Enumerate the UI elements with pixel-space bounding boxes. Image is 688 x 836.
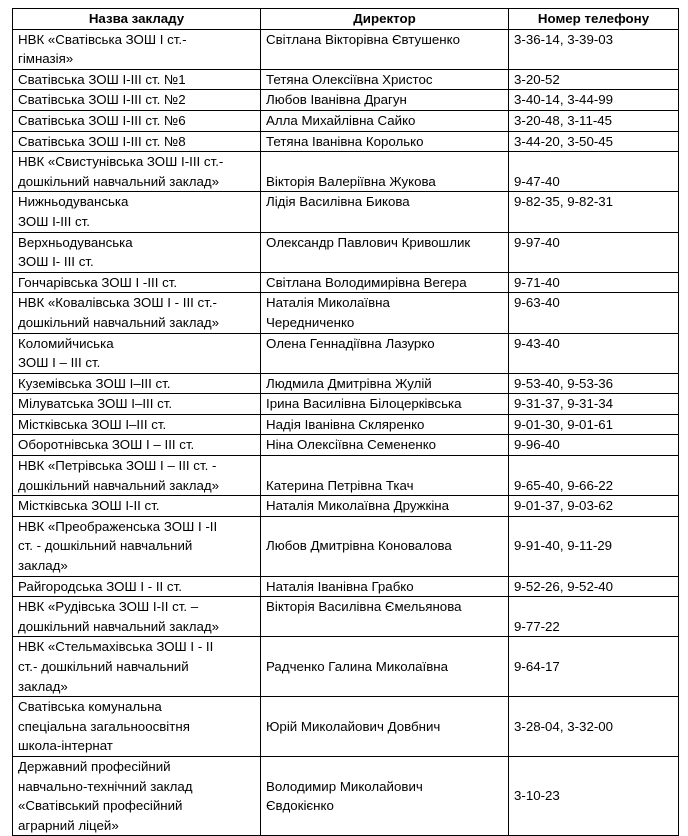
cell-phone: 9-53-40, 9-53-36 — [509, 373, 679, 394]
table-row — [13, 435, 679, 456]
table-header-row — [13, 9, 679, 30]
cell-phone: 9-71-40 — [509, 272, 679, 293]
cell-school-name: Сватівська ЗОШ І-ІІІ ст. №8 — [13, 131, 261, 152]
table-row — [13, 110, 679, 131]
table-row — [13, 131, 679, 152]
cell-phone: 3-36-14, 3-39-03 — [509, 29, 679, 69]
cell-director: Любов Дмитрівна Коновалова — [261, 516, 509, 576]
cell-school-name: Райгородська ЗОШ І - ІІ ст. — [13, 576, 261, 597]
cell-phone: 9-64-17 — [509, 637, 679, 697]
cell-school-name: Коломийчиська ЗОШ І – ІІІ ст. — [13, 333, 261, 373]
cell-director: Надія Іванівна Скляренко — [261, 414, 509, 435]
cell-director: Олена Геннадіївна Лазурко — [261, 333, 509, 373]
cell-director: Радченко Галина Миколаївна — [261, 637, 509, 697]
cell-school-name: НВК «Рудівська ЗОШ І-ІІ ст. – дошкільний навчальний заклад» — [13, 597, 261, 637]
cell-director: Наталія Миколаївна Чередниченко — [261, 293, 509, 333]
cell-school-name: Сватівська ЗОШ І-ІІІ ст. №1 — [13, 69, 261, 90]
table-row — [13, 232, 679, 272]
cell-school-name: Сватівська комунальна спеціальна загальноосвітня школа-інтернат — [13, 697, 261, 757]
cell-director: Ніна Олексіївна Семененко — [261, 435, 509, 456]
cell-phone: 3-20-52 — [509, 69, 679, 90]
cell-school-name: НВК «Петрівська ЗОШ І – ІІІ ст. - дошкільний навчальний заклад» — [13, 456, 261, 496]
cell-director: Алла Михайлівна Сайко — [261, 110, 509, 131]
cell-phone: 9-43-40 — [509, 333, 679, 373]
cell-school-name: Куземівська ЗОШ І–ІІІ ст. — [13, 373, 261, 394]
cell-phone: 9-52-26, 9-52-40 — [509, 576, 679, 597]
cell-phone: 3-44-20, 3-50-45 — [509, 131, 679, 152]
cell-phone: 9-97-40 — [509, 232, 679, 272]
cell-director: Світлана Володимирівна Вегера — [261, 272, 509, 293]
cell-phone: 3-10-23 — [509, 756, 679, 835]
table-row — [13, 69, 679, 90]
cell-school-name: Мілуватська ЗОШ І–ІІІ ст. — [13, 394, 261, 415]
cell-director: Вікторія Валеріївна Жукова — [261, 152, 509, 192]
table-row — [13, 333, 679, 373]
cell-director: Тетяна Іванівна Королько — [261, 131, 509, 152]
cell-school-name: НВК «Ковалівська ЗОШ І - ІІІ ст.- дошкільний навчальний заклад» — [13, 293, 261, 333]
cell-phone: 9-63-40 — [509, 293, 679, 333]
table-row — [13, 576, 679, 597]
cell-school-name: НВК «Стельмахівська ЗОШ І - ІІ ст.- дошкільний навчальний заклад» — [13, 637, 261, 697]
cell-phone: 9-31-37, 9-31-34 — [509, 394, 679, 415]
cell-school-name: Містківська ЗОШ І–ІІІ ст. — [13, 414, 261, 435]
cell-phone: 3-28-04, 3-32-00 — [509, 697, 679, 757]
cell-school-name: Нижньодуванська ЗОШ І-ІІІ ст. — [13, 192, 261, 232]
cell-phone: 9-65-40, 9-66-22 — [509, 456, 679, 496]
table-row — [13, 516, 679, 576]
cell-phone: 9-91-40, 9-11-29 — [509, 516, 679, 576]
cell-phone: 9-77-22 — [509, 597, 679, 637]
table-row — [13, 192, 679, 232]
cell-school-name: НВК «Свистунівська ЗОШ І-ІІІ ст.- дошкільний навчальний заклад» — [13, 152, 261, 192]
table-row — [13, 496, 679, 517]
cell-phone: 9-01-30, 9-01-61 — [509, 414, 679, 435]
cell-director: Любов Іванівна Драгун — [261, 90, 509, 111]
cell-director: Наталія Миколаївна Дружкіна — [261, 496, 509, 517]
table-row — [13, 293, 679, 333]
cell-school-name: Державний професійний навчально-технічний заклад «Сватівський професійний аграрний ліцей» — [13, 756, 261, 835]
cell-school-name: Верхньодуванська ЗОШ І- ІІІ ст. — [13, 232, 261, 272]
cell-school-name: Сватівська ЗОШ І-ІІІ ст. №6 — [13, 110, 261, 131]
cell-phone: 9-01-37, 9-03-62 — [509, 496, 679, 517]
table-row — [13, 394, 679, 415]
cell-school-name: НВК «Преображенська ЗОШ І -ІІ ст. - дошкільний навчальний заклад» — [13, 516, 261, 576]
header-phone: Номер телефону — [509, 9, 679, 30]
table-row — [13, 272, 679, 293]
cell-phone: 9-96-40 — [509, 435, 679, 456]
table-row — [13, 373, 679, 394]
cell-school-name: Оборотнівська ЗОШ І – ІІІ ст. — [13, 435, 261, 456]
cell-director: Світлана Вікторівна Євтушенко — [261, 29, 509, 69]
header-name: Назва закладу — [13, 9, 261, 30]
schools-table — [12, 8, 679, 836]
cell-school-name: НВК «Сватівська ЗОШ І ст.- гімназія» — [13, 29, 261, 69]
cell-school-name: Містківська ЗОШ І-ІІ ст. — [13, 496, 261, 517]
cell-director: Володимир Миколайович Євдокієнко — [261, 756, 509, 835]
cell-director: Юрій Миколайович Довбнич — [261, 697, 509, 757]
cell-director: Олександр Павлович Кривошлик — [261, 232, 509, 272]
cell-director: Наталія Іванівна Грабко — [261, 576, 509, 597]
cell-phone: 9-47-40 — [509, 152, 679, 192]
cell-director: Катерина Петрівна Ткач — [261, 456, 509, 496]
cell-phone: 9-82-35, 9-82-31 — [509, 192, 679, 232]
cell-school-name: Гончарівська ЗОШ І -ІІІ ст. — [13, 272, 261, 293]
cell-school-name: Сватівська ЗОШ І-ІІІ ст. №2 — [13, 90, 261, 111]
cell-director: Лідія Василівна Бикова — [261, 192, 509, 232]
cell-phone: 3-40-14, 3-44-99 — [509, 90, 679, 111]
table-row — [13, 637, 679, 697]
cell-director: Вікторія Василівна Ємельянова — [261, 597, 509, 637]
table-row — [13, 456, 679, 496]
cell-director: Тетяна Олексіївна Христос — [261, 69, 509, 90]
cell-phone: 3-20-48, 3-11-45 — [509, 110, 679, 131]
header-director: Директор — [261, 9, 509, 30]
table-row — [13, 90, 679, 111]
cell-director: Ірина Василівна Білоцерківська — [261, 394, 509, 415]
table-row — [13, 29, 679, 69]
table-row — [13, 597, 679, 637]
table-row — [13, 414, 679, 435]
cell-director: Людмила Дмитрівна Жулій — [261, 373, 509, 394]
table-row — [13, 152, 679, 192]
table-row — [13, 697, 679, 757]
table-row — [13, 756, 679, 835]
